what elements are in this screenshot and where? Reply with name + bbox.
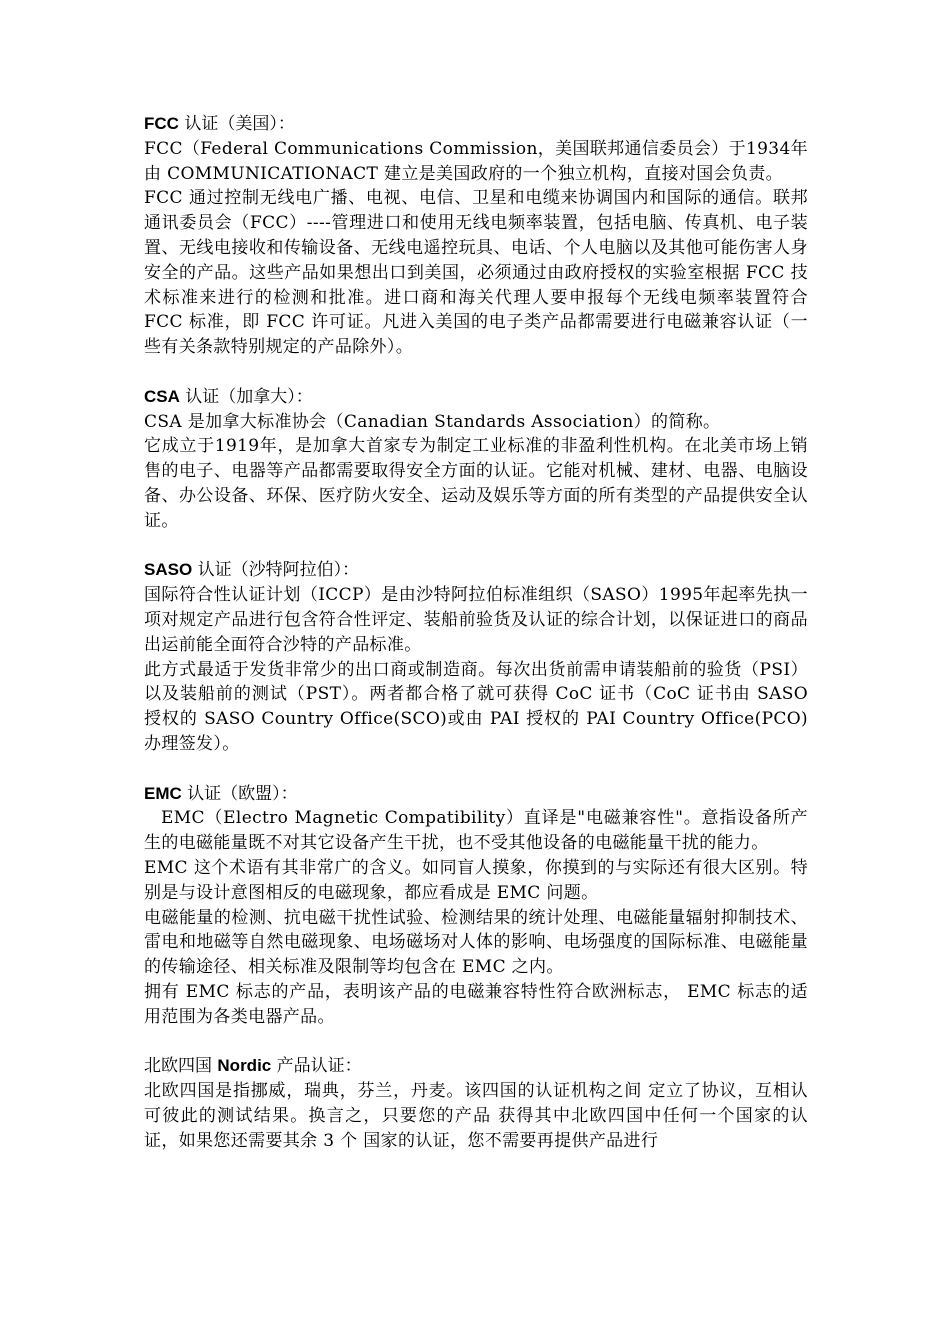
section-heading [144, 385, 808, 410]
section-nordic [144, 1054, 808, 1153]
section-heading [144, 782, 808, 807]
paragraph: 此方式最适于发货非常少的出口商或制造商。每次出货前需申请装船前的验货（PSI）以及装船前的测试（PST）。两者都合格了就可获得 CoC 证书（CoC 证书由 SASO 授权的 SASO Country Office(SCO)或由 PAI 授权的 PAI Country Office(PCO)办理签发）。 [144, 659, 808, 754]
paragraph: FCC 通过控制无线电广播、电视、电信、卫星和电缆来协调国内和国际的通信。联邦通讯委员会（FCC）----管理进口和使用无线电频率装置，包括电脑、传真机、电子装置、无线电接收和传输设备、无线电遥控玩具、电话、个人电脑以及其他可能伤害人身安全的产品。这些产品如果想出口到美国，必须通过由政府授权的实验室根据 FCC 技术标准来进行的检测和批准。进口商和海关代理人要申报每个无线电频率装置符合 FCC 标准，即 FCC 许可证。凡进入美国的电子类产品都需要进行电磁兼容认证（一些有关条款特别规定的产品除外）。 [144, 188, 808, 358]
paragraph: 它成立于1919年，是加拿大首家专为制定工业标准的非盈利性机构。在北美市场上销售的电子、电器等产品都需要取得安全方面的认证。它能对机械、建材、电器、电脑设备、办公设备、环保、医疗防火安全、运动及娱乐等方面的所有类型的产品提供安全认证。 [144, 436, 808, 531]
paragraph: 国际符合性认证计划（ICCP）是由沙特阿拉伯标准组织（SASO）1995年起率先执一项对规定产品进行包含符合性评定、装船前验货及认证的综合计划，以保证进口的商品出运前能全面符合沙特的产品标准。 [144, 585, 808, 655]
section-csa [144, 385, 808, 534]
heading-keyword: EMC [144, 783, 182, 803]
heading-suffix: 认证（加拿大）： [179, 386, 313, 407]
paragraph: FCC（Federal Communications Commission，美国联邦通信委员会）于1934年由 COMMUNICATIONACT 建立是美国政府的一个独立机构，直接对国会负责。 [144, 138, 808, 184]
heading-keyword: FCC [144, 114, 179, 133]
section-heading [144, 112, 808, 137]
paragraph: EMC（Electro Magnetic Compatibility）直译是"电磁兼容性"。意指设备所产生的电磁能量既不对其它设备产生干扰，也不受其他设备的电磁能量干扰的能力。 [144, 808, 808, 854]
section-heading [144, 558, 808, 583]
section-saso [144, 558, 808, 756]
paragraph: EMC 这个术语有其非常广的含义。如同盲人摸象，你摸到的与实际还有很大区别。特别是与设计意图相反的电磁现象，都应看成是 EMC 问题。 [144, 857, 808, 903]
heading-keyword: CSA [144, 386, 180, 406]
section-fcc [144, 112, 808, 360]
paragraph: 电磁能量的检测、抗电磁干扰性试验、检测结果的统计处理、电磁能量辐射抑制技术、雷电和地磁等自然电磁现象、电场磁场对人体的影响、电场强度的国际标准、电磁能量的传输途径、相关标准及限制等均包含在 EMC 之内。 [144, 907, 808, 978]
heading-suffix: 认证（欧盟）： [181, 783, 298, 804]
section-heading [144, 1054, 808, 1079]
heading-keyword: SASO [144, 560, 193, 580]
heading-suffix: 认证（美国）： [178, 114, 295, 134]
paragraph: 拥有 EMC 标志的产品，表明该产品的电磁兼容特性符合欧洲标志， EMC 标志的适用范围为各类电器产品。 [144, 981, 808, 1027]
heading-keyword: Nordic [217, 1056, 272, 1076]
heading-prefix: 北欧四国 [144, 1056, 218, 1077]
paragraph: CSA 是加拿大标准协会（Canadian Standards Association）的简称。 [144, 411, 721, 432]
heading-suffix: 认证（沙特阿拉伯）： [192, 560, 360, 581]
heading-suffix: 产品认证： [271, 1056, 362, 1077]
section-emc [144, 782, 808, 1030]
document-page [144, 112, 808, 1178]
paragraph: 北欧四国是指挪威，瑞典，芬兰，丹麦。该四国的认证机构之间 定立了协议，互相认可彼此的测试结果。换言之，只要您的产品 获得其中北欧四国中任何一个国家的认证，如果您还需要其余 3 个 国家的认证，您不需要再提供产品进行 [144, 1081, 808, 1151]
